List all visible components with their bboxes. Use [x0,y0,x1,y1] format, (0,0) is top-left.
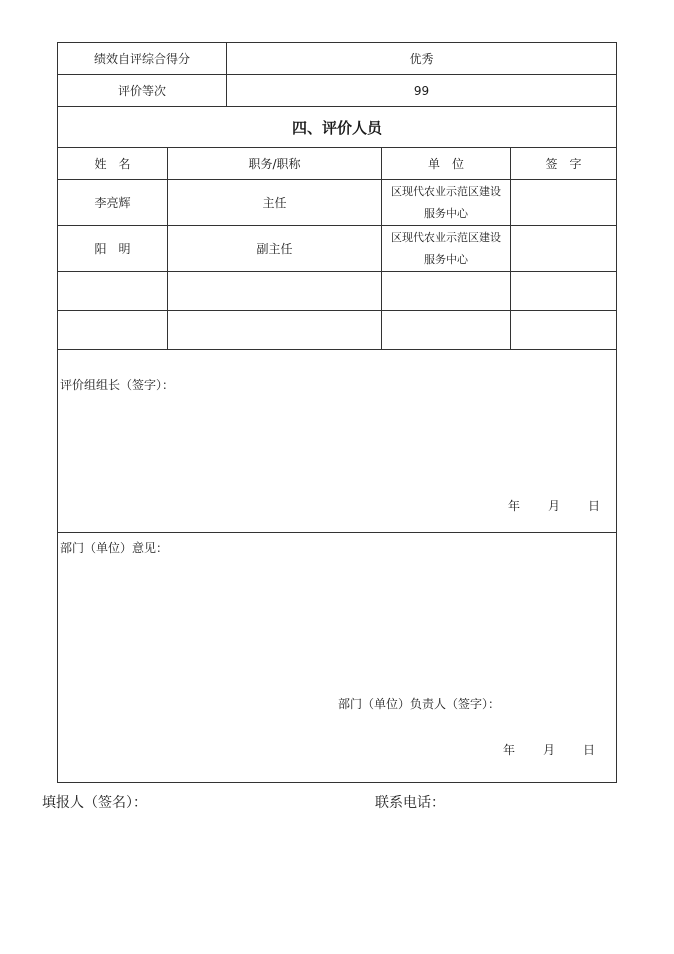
level-row [58,75,616,107]
evaluator-name: 李亮辉 [94,196,131,210]
contact-phone-label: 联系电话： [375,795,445,811]
leader-date-year: 年 [508,499,521,513]
level-value: 99 [226,75,616,106]
column-header-name: 姓 名 [94,157,131,171]
column-header-title: 职务/职称 [167,148,381,179]
table-row-empty [58,272,616,311]
section-title: 四、评价人员 [291,118,382,137]
table-row [58,226,616,272]
department-opinion-block[interactable] [58,533,616,782]
table-header [58,148,616,180]
evaluator-unit-line1: 区现代农业示范区建设 [391,184,501,198]
filler-signature-label: 填报人（签名）： [42,795,147,811]
evaluator-title: 主任 [167,180,381,225]
evaluator-unit-line2: 服务中心 [424,206,468,220]
empty-cell[interactable] [58,311,167,349]
empty-cell[interactable] [510,311,616,349]
section-heading-row [58,107,616,148]
evaluator-signature[interactable] [510,226,616,271]
empty-cell[interactable] [167,272,381,310]
evaluator-unit [381,180,510,225]
empty-cell[interactable] [510,272,616,310]
evaluator-name: 阳 明 [94,242,131,256]
empty-cell[interactable] [58,272,167,310]
department-date-month: 月 [543,743,556,757]
leader-signature-block[interactable] [58,350,616,533]
leader-date-day: 日 [588,499,601,513]
score-label: 绩效自评综合得分 [93,52,190,66]
column-header-signature: 签 字 [510,148,616,179]
evaluation-form [57,42,617,783]
department-label: 部门（单位）意见： [60,541,169,555]
leader-label: 评价组组长（签字）： [60,378,175,392]
empty-cell[interactable] [167,311,381,349]
level-label: 评价等次 [117,84,166,98]
leader-date [508,497,600,514]
score-value: 优秀 [226,43,616,74]
department-date-day: 日 [583,743,596,757]
evaluator-unit-line1: 区现代农业示范区建设 [391,230,501,244]
empty-cell[interactable] [381,272,510,310]
evaluator-unit [381,226,510,271]
empty-cell[interactable] [381,311,510,349]
leader-date-month: 月 [548,499,561,513]
department-date [503,741,595,758]
table-row-empty [58,311,616,350]
evaluator-signature[interactable] [510,180,616,225]
column-header-unit: 单 位 [381,148,510,179]
evaluator-title: 副主任 [167,226,381,271]
department-responsible-label: 部门（单位）负责人（签字）： [338,697,501,711]
evaluator-unit-line2: 服务中心 [424,252,468,266]
table-row [58,180,616,226]
score-row [58,43,616,75]
department-date-year: 年 [503,743,516,757]
